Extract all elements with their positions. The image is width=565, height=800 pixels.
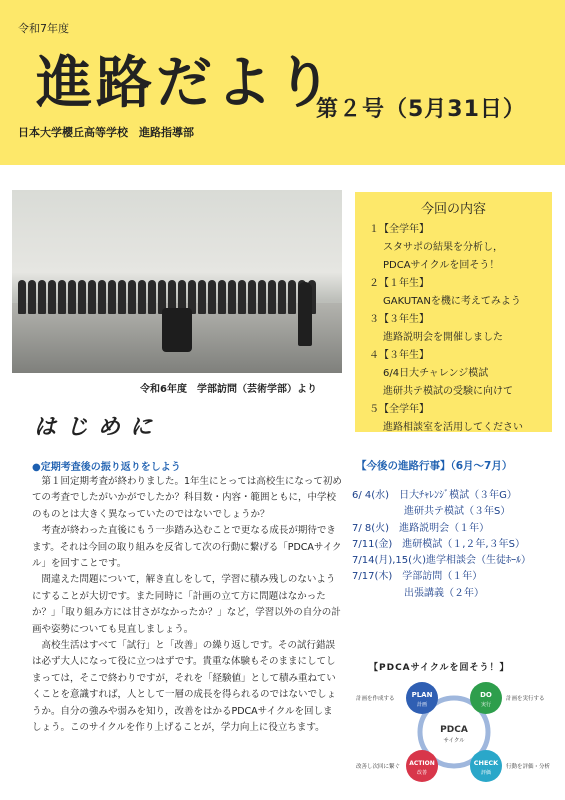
action-sub-label: 改善	[416, 770, 428, 776]
contents-item: 進路説明会を開催しました	[383, 332, 503, 343]
photo-caption: 令和6年度 学部訪問（芸術学部）より	[140, 384, 317, 395]
pdca-title: 【PDCAサイクルを回そう！】	[369, 663, 510, 673]
contents-item: 6/4日大チャレンジ模試	[383, 368, 489, 379]
faculty-visit-photo	[12, 190, 342, 373]
intro-paragraph: 高校生活はすべて「試行」と「改善」の繰り返しです。その試行錯誤は必ず大人になって役に立つはずです。貴重な体験もそのままにしてしまっては，そこで終わりですが，それを「経験値」として積み重ねていくことを意識すれば，人として一層の成長を得られるのではないでしょうか。自分の強みや弱みを知り，改善をはかるPDCAサイクルを回しましょう。このサイクルを作り上げることが，学力向上に役立ちます。	[32, 640, 337, 734]
contents-box	[355, 192, 552, 432]
contents-item: １【全学年】	[369, 224, 429, 235]
check-note: 行動を評価・分析	[506, 764, 551, 770]
contents-item: PDCAサイクルを回そう！	[383, 260, 500, 271]
intro-subheading: ●定期考査後の振り返りをしよう	[32, 462, 181, 473]
contents-item: ５【全学年】	[369, 404, 429, 415]
schedule-row: 7/ 8(火) 進路説明会（１年）	[352, 522, 490, 534]
newsletter-title: 進路だより	[36, 51, 336, 116]
schedule-heading: 【今後の進路行事】（6月～7月）	[356, 460, 513, 472]
schedule-row: 出張講義（２年）	[404, 587, 484, 599]
intro-paragraph: 考査が終わった直後にもう一歩踏み込むことで更なる成長が期待できます。それは今回の取り組みを反省して次の行動に繋げる「PDCAサイクル」を回すことです。	[32, 525, 342, 570]
intro-heading: はじめに	[34, 415, 163, 440]
contents-item: スタサポの結果を分析し，	[383, 242, 503, 253]
contents-item: GAKUTANを機に考えてみよう	[383, 296, 521, 307]
intro-paragraph: 間違えた問題について，解き直しをして，学習に積み残しのないようにすることが大切です。また同時に「計画の立て方に問題はなかったか？」「取り組み方には甘さがなかったか？」など，学習以外の自分の計画や姿勢についても見直しましょう。	[32, 574, 341, 635]
action-label: ACTION	[409, 760, 435, 767]
photo-guide	[298, 282, 312, 346]
intro-body	[32, 474, 342, 737]
check-sub-label: 評価	[480, 770, 492, 776]
do-sub-label: 実行	[480, 702, 492, 708]
schedule-list	[352, 488, 557, 602]
plan-note: 計画を作成する	[356, 696, 395, 702]
plan-label: PLAN	[411, 691, 433, 699]
issue-number: 第２号（5月31日）	[316, 97, 526, 122]
photo-camera	[162, 308, 192, 352]
do-label: DO	[480, 691, 492, 699]
pdca-center-sub: サイクル	[443, 738, 465, 744]
issue-year: 令和7年度	[18, 22, 69, 35]
intro-paragraph: 第１回定期考査が終わりました。1年生にとっては高校生になって初めての考査でしたがいかがでしたか？科目数・内容・範囲ともに，中学校のものとは大きく異なっていたのではないでしょうか？	[32, 476, 342, 520]
pdca-cycle-diagram	[352, 672, 556, 790]
schedule-row: 進研共テ模試（３年S）	[404, 506, 511, 518]
schedule-row: 6/ 4(水) 日大ﾁｬﾚﾝｼﾞ模試（３年G）	[352, 490, 517, 501]
schedule-row: 7/14(月),15(火)進学相談会（生徒ﾎｰﾙ）	[352, 555, 531, 567]
action-note: 改善し次回に繋ぐ	[356, 764, 401, 770]
school-name: 日本大学櫻丘高等学校 進路指導部	[18, 126, 194, 139]
masthead-banner	[0, 0, 565, 165]
contents-item: ４【３年生】	[369, 350, 429, 361]
contents-item: 進研共テ模試の受験に向けて	[383, 386, 513, 397]
contents-item: ２【１年生】	[369, 278, 429, 289]
pdca-center-label: PDCA	[440, 725, 468, 735]
check-label: CHECK	[473, 759, 499, 767]
schedule-row: 7/17(木) 学部訪問（１年）	[352, 571, 483, 583]
contents-title: 今回の内容	[420, 202, 486, 217]
do-note: 計画を実行する	[506, 696, 545, 702]
contents-item: ３【３年生】	[369, 314, 429, 325]
schedule-row: 7/11(金) 進研模試（１,２年,３年S）	[352, 538, 525, 550]
plan-sub-label: 計画	[416, 702, 428, 708]
contents-item: 進路相談室を活用してください	[383, 422, 523, 433]
